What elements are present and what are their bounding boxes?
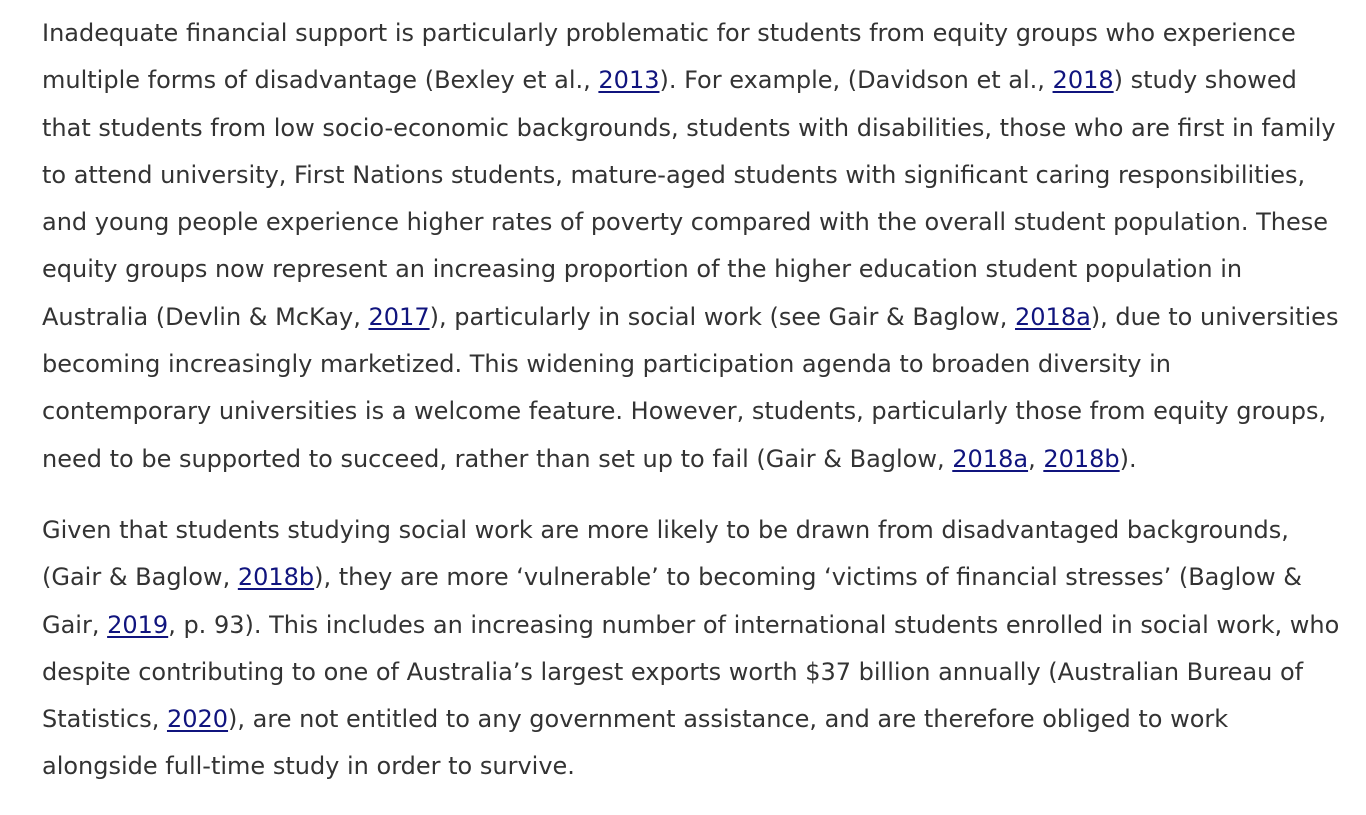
article-body [42,10,1347,815]
paragraph-1 [42,10,1347,483]
citation-link[interactable]: 2018b [237,563,315,592]
text-segment: ), particularly in social work (see Gair & Baglow, [429,302,1016,331]
text-segment: ) study showed that students from low socio-economic backgrounds, students with disabilities, those who are first in family to attend university, First Nations students, mature-aged students with significant caring responsibilities, and young people experience higher rates of poverty compared with the overall student population. These equity groups now represent an increasing proportion of the higher education student population in Australia (Devlin & McKay, [42,66,1344,331]
text-segment: ). [1119,444,1137,473]
citation-link[interactable]: 2018a [952,444,1029,473]
text-segment: Inadequate financial support is particularly problematic for students from equity groups who experience multiple forms of disadvantage (Bexley et al., [42,19,1304,95]
text-segment: , p. 93). This includes an increasing number of international students enrolled in social work, who despite contributing to one of Australia’s largest exports worth $37 billion annually (Australian Bureau of Statistics, [42,610,1347,734]
text-segment: , [1028,444,1044,473]
text-segment: Given that students studying social work are more likely to be drawn from disadvantaged backgrounds, (Gair & Baglow, [42,515,1297,592]
paragraph-2 [42,507,1347,791]
text-segment: ), they are more ‘vulnerable’ to becoming ‘victims of financial stresses’ (Baglow & Gair, [42,563,1310,639]
citation-link[interactable]: 2019 [107,610,169,639]
citation-link[interactable]: 2013 [598,66,660,95]
text-segment: ), due to universities becoming increasingly marketized. This widening participation agenda to broaden diversity in contemporary universities is a welcome feature. However, students, particularly those from equity groups, need to be supported to succeed, rather than set up to fail (Gair & Baglow, [42,302,1347,473]
citation-link[interactable]: 2018 [1052,66,1114,95]
citation-link[interactable]: 2017 [368,302,430,331]
text-segment: ), are not entitled to any government assistance, and are therefore obliged to work alongside full-time study in order to survive. [42,705,1236,781]
citation-link[interactable]: 2020 [166,705,229,734]
citation-link[interactable]: 2018a [1015,302,1091,331]
citation-link[interactable]: 2018b [1043,444,1120,473]
text-segment: ). For example, (Davidson et al., [659,66,1053,95]
